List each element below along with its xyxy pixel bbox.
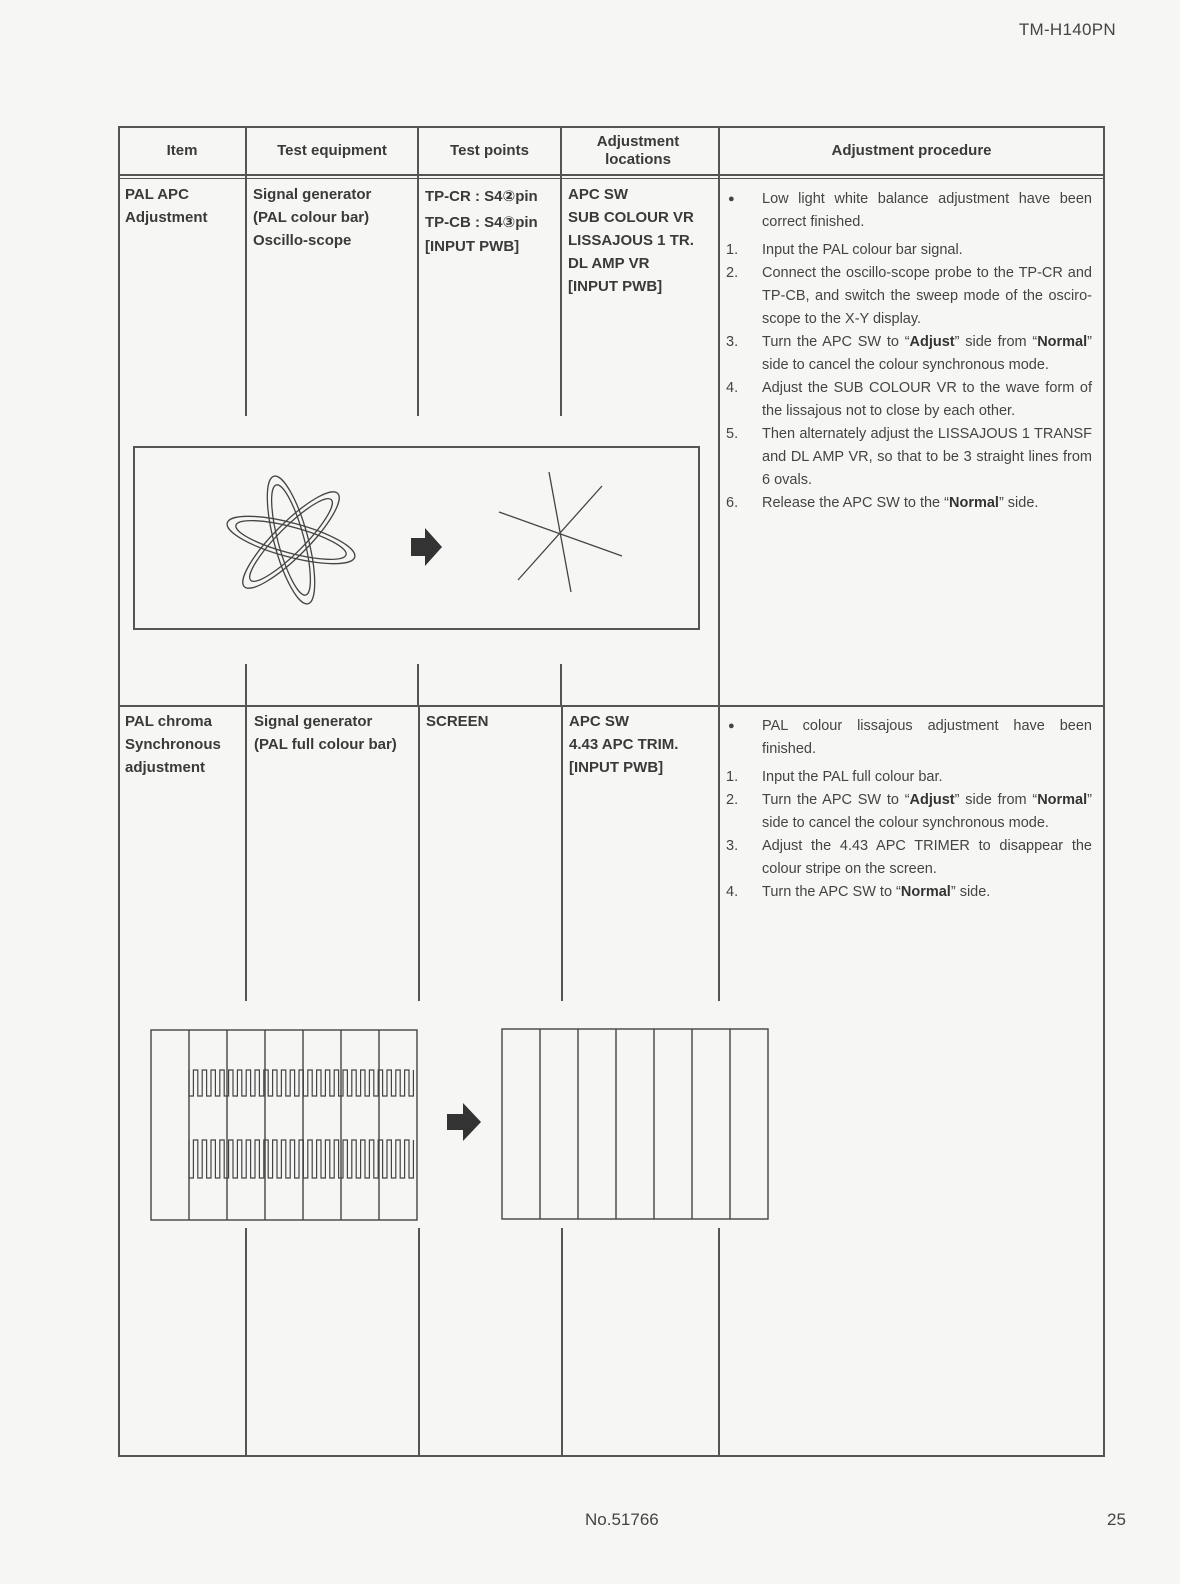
clean-screen: [502, 1029, 768, 1219]
procedure-step: [726, 835, 1092, 881]
equipment-line: (PAL full colour bar): [254, 736, 397, 753]
procedure-step: [726, 423, 1092, 492]
step-text: Input the PAL full colour bar.: [762, 769, 943, 785]
col-rule: [245, 178, 247, 416]
step-text: Release the APC SW to the “: [762, 495, 949, 511]
row1-item: [125, 183, 243, 229]
row1-locations: [568, 183, 716, 298]
location-line: LISSAJOUS 1 TR.: [568, 232, 694, 249]
col-rule: [718, 178, 720, 706]
step-text: ” side.: [998, 495, 1039, 511]
col-rule: [418, 1228, 420, 1456]
step-text: Input the PAL colour bar signal.: [762, 242, 963, 258]
col-rule: [245, 1228, 247, 1456]
procedure-step: [726, 766, 1092, 789]
header-rule: [119, 174, 1104, 176]
col-header-item: Item: [166, 142, 198, 159]
six-ovals-pattern: [223, 472, 359, 608]
step-keyword: Adjust: [909, 792, 955, 808]
step-number: 4.: [726, 884, 739, 900]
test-point-line: [INPUT PWB]: [425, 238, 520, 255]
step-keyword: Adjust: [909, 334, 955, 350]
bullet-icon: ●: [728, 720, 735, 732]
step-keyword: Normal: [1037, 792, 1088, 808]
location-line: [INPUT PWB]: [569, 759, 664, 776]
col-rule: [417, 178, 419, 416]
col-rule: [560, 664, 562, 706]
row1-test-points: [425, 184, 559, 258]
page-number: 25: [1107, 1510, 1126, 1529]
step-number: 1.: [726, 242, 739, 258]
procedure-step: [726, 239, 1092, 262]
item-line: PAL chroma: [125, 713, 212, 730]
col-rule: [417, 664, 419, 706]
step-number: 2.: [726, 792, 739, 808]
procedure-step: [726, 377, 1092, 423]
bullet-icon: ●: [728, 193, 735, 205]
equipment-line: (PAL colour bar): [253, 209, 370, 226]
procedure-step: [726, 789, 1092, 835]
col-rule: [718, 1228, 720, 1456]
location-line: DL AMP VR: [568, 255, 650, 272]
procedure-note: [726, 188, 1092, 234]
procedure-step: [726, 331, 1092, 377]
test-point-line: TP-CB : S4③pin: [425, 214, 538, 231]
col-rule: [718, 706, 720, 1001]
step-text: Turn the APC SW to “: [762, 884, 901, 900]
step-number: 3.: [726, 334, 739, 350]
step-text: ” side to cancel the colour synchronous mode.: [762, 334, 1092, 373]
step-text: Adjust the 4.43 APC TRIMER to disappear the colour stripe on the screen.: [762, 838, 1092, 877]
header-rule-inner: [119, 178, 1104, 179]
step-keyword: Normal: [900, 884, 951, 900]
step-number: 1.: [726, 769, 739, 785]
location-line: APC SW: [568, 186, 628, 203]
step-number: 2.: [726, 265, 739, 281]
col-rule: [560, 178, 562, 416]
lissajous-diagram: [135, 448, 698, 628]
procedure-note: [726, 715, 1092, 761]
procedure-note-text: PAL colour lissajous adjustment have been finished.: [762, 718, 1092, 757]
item-line: Synchronous: [125, 736, 221, 753]
item-line: PAL APC: [125, 186, 189, 203]
step-number: 5.: [726, 426, 739, 442]
arrow-right-icon: [411, 528, 442, 566]
colour-bar-figure: [150, 1028, 780, 1224]
step-keyword: Normal: [948, 495, 999, 511]
location-line: APC SW: [569, 713, 629, 730]
test-point-line: SCREEN: [426, 713, 489, 730]
step-text: Connect the oscillo-scope probe to the TP-CR and TP-CB, and switch the sweep mode of the osciro-scope to the X-Y display.: [762, 265, 1092, 327]
col-header-test-points: Test points: [450, 142, 529, 159]
step-text: ” side from “: [954, 334, 1038, 350]
row2-locations: [569, 710, 717, 779]
step-text: Adjust the SUB COLOUR VR to the wave form of the lissajous not to close by each other.: [762, 380, 1092, 419]
procedure-step: [726, 262, 1092, 331]
equipment-line: Signal generator: [254, 713, 373, 730]
document-number: No.51766: [585, 1510, 659, 1529]
row2-test-points: [426, 710, 560, 733]
equipment-line: Oscillo-scope: [253, 232, 352, 249]
location-line: SUB COLOUR VR: [568, 209, 694, 226]
model-number: TM-H140PN: [1018, 20, 1116, 39]
arrow-right-icon: [447, 1103, 481, 1141]
row1-procedure: [726, 188, 1092, 515]
procedure-note-text: Low light white balance adjustment have been correct finished.: [762, 191, 1092, 230]
step-text: ” side to cancel the colour synchronous mode.: [762, 792, 1092, 831]
step-number: 3.: [726, 838, 739, 854]
col-rule: [561, 706, 563, 1001]
col-rule: [560, 127, 562, 178]
step-text: ” side.: [950, 884, 991, 900]
row1-equipment: [253, 183, 415, 252]
step-text: Turn the APC SW to “: [762, 792, 910, 808]
location-line: 4.43 APC TRIM.: [569, 736, 679, 753]
procedure-step: [726, 492, 1092, 515]
item-line: adjustment: [125, 759, 206, 776]
test-point-line: TP-CR : S4②pin: [425, 188, 538, 205]
location-line: [INPUT PWB]: [568, 278, 663, 295]
col-rule: [418, 706, 420, 1001]
col-header-locations: Adjustment locations: [596, 133, 680, 168]
row-rule: [119, 705, 1104, 707]
col-header-procedure: Adjustment procedure: [831, 142, 992, 159]
lissajous-figure: [133, 446, 700, 630]
col-rule: [245, 664, 247, 706]
row2-procedure: [726, 715, 1092, 904]
step-number: 6.: [726, 495, 739, 511]
step-text: ” side from “: [954, 792, 1038, 808]
col-rule: [245, 706, 247, 1001]
procedure-step: [726, 881, 1092, 904]
item-line: Adjustment: [125, 209, 208, 226]
equipment-line: Signal generator: [253, 186, 372, 203]
step-text: Then alternately adjust the LISSAJOUS 1 TRANSF and DL AMP VR, so that to be 3 straight lines from 6 ovals.: [762, 426, 1092, 488]
three-lines-pattern: [499, 472, 622, 592]
step-text: Turn the APC SW to “: [762, 334, 910, 350]
row2-item: [125, 710, 243, 779]
striped-screen: [151, 1030, 417, 1220]
col-header-equipment: Test equipment: [277, 142, 387, 159]
step-number: 4.: [726, 380, 739, 396]
step-keyword: Normal: [1037, 334, 1088, 350]
colour-bar-diagram: [150, 1028, 780, 1224]
col-rule: [561, 1228, 563, 1456]
row2-equipment: [254, 710, 416, 756]
